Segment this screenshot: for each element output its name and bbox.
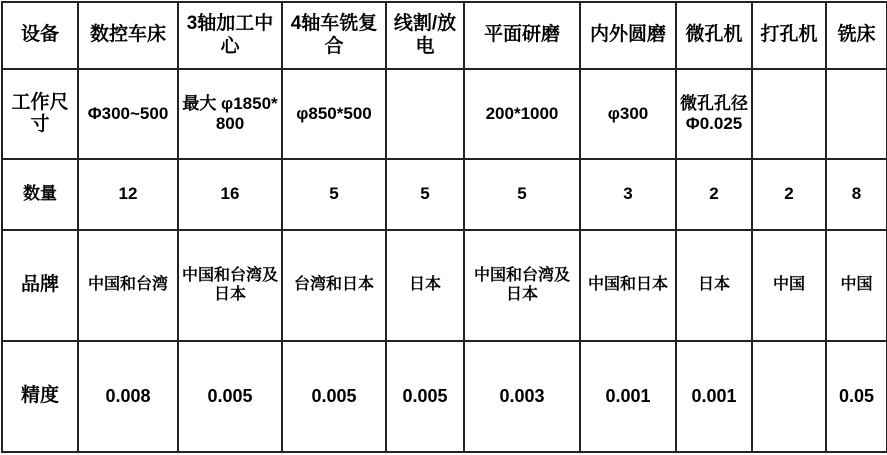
table-row: [2, 69, 887, 158]
table-row: [2, 341, 887, 452]
table-header-row: [2, 2, 887, 69]
column-header-drilling-machine: 打孔机: [752, 2, 826, 69]
cell-quantity-milling: 8: [826, 159, 887, 231]
cell-precision-surface-grinding: 0.003: [464, 341, 580, 452]
cell-brand-cylindrical-grinding: 中国和日本: [580, 230, 676, 341]
cell-brand-3axis: 中国和台湾及日本: [178, 230, 282, 341]
column-header-3axis-machining-center: 3轴加工中心: [178, 2, 282, 69]
column-header-surface-grinding: 平面研磨: [464, 2, 580, 69]
cell-brand-drilling: 中国: [752, 230, 826, 341]
cell-brand-wirecut: 日本: [386, 230, 464, 341]
cell-brand-microhole: 日本: [676, 230, 752, 341]
cell-working-size-drilling: [752, 69, 826, 158]
cell-quantity-3axis: 16: [178, 159, 282, 231]
cell-working-size-milling: [826, 69, 887, 158]
cell-working-size-4axis: φ850*500: [282, 69, 386, 158]
cell-quantity-microhole: 2: [676, 159, 752, 231]
cell-precision-drilling: [752, 341, 826, 452]
row-label-quantity: 数量: [2, 159, 78, 231]
cell-working-size-cylindrical-grinding: φ300: [580, 69, 676, 158]
cell-brand-4axis: 台湾和日本: [282, 230, 386, 341]
cell-quantity-surface-grinding: 5: [464, 159, 580, 231]
column-header-cylindrical-grinding: 内外圆磨: [580, 2, 676, 69]
cell-precision-3axis: 0.005: [178, 341, 282, 452]
cell-working-size-wirecut: [386, 69, 464, 158]
cell-working-size-cnc-lathe: Φ300~500: [78, 69, 178, 158]
spreadsheet-table-container: [0, 1, 887, 455]
cell-precision-wirecut: 0.005: [386, 341, 464, 452]
cell-quantity-4axis: 5: [282, 159, 386, 231]
cell-brand-milling: 中国: [826, 230, 887, 341]
cell-precision-microhole: 0.001: [676, 341, 752, 452]
column-header-milling-machine: 铣床: [826, 2, 887, 69]
table-row: [2, 230, 887, 341]
cell-brand-cnc-lathe: 中国和台湾: [78, 230, 178, 341]
cell-quantity-cylindrical-grinding: 3: [580, 159, 676, 231]
cell-precision-cylindrical-grinding: 0.001: [580, 341, 676, 452]
cell-precision-cnc-lathe: 0.008: [78, 341, 178, 452]
row-label-working-size: 工作尺寸: [2, 69, 78, 158]
column-header-4axis-turn-mill: 4轴车铣复合: [282, 2, 386, 69]
column-header-equipment: 设备: [2, 2, 78, 69]
cell-working-size-3axis: 最大 φ1850*800: [178, 69, 282, 158]
column-header-wirecut-edm: 线割/放电: [386, 2, 464, 69]
cell-working-size-microhole: 微孔孔径 Φ0.025: [676, 69, 752, 158]
row-label-brand: 品牌: [2, 230, 78, 341]
cell-quantity-drilling: 2: [752, 159, 826, 231]
cell-quantity-cnc-lathe: 12: [78, 159, 178, 231]
cell-brand-surface-grinding: 中国和台湾及日本: [464, 230, 580, 341]
cell-quantity-wirecut: 5: [386, 159, 464, 231]
cell-working-size-surface-grinding: 200*1000: [464, 69, 580, 158]
cell-precision-milling: 0.05: [826, 341, 887, 452]
cell-precision-4axis: 0.005: [282, 341, 386, 452]
column-header-cnc-lathe: 数控车床: [78, 2, 178, 69]
table-row: [2, 159, 887, 231]
column-header-microhole-machine: 微孔机: [676, 2, 752, 69]
equipment-specs-table: [1, 1, 887, 453]
row-label-precision: 精度: [2, 341, 78, 452]
